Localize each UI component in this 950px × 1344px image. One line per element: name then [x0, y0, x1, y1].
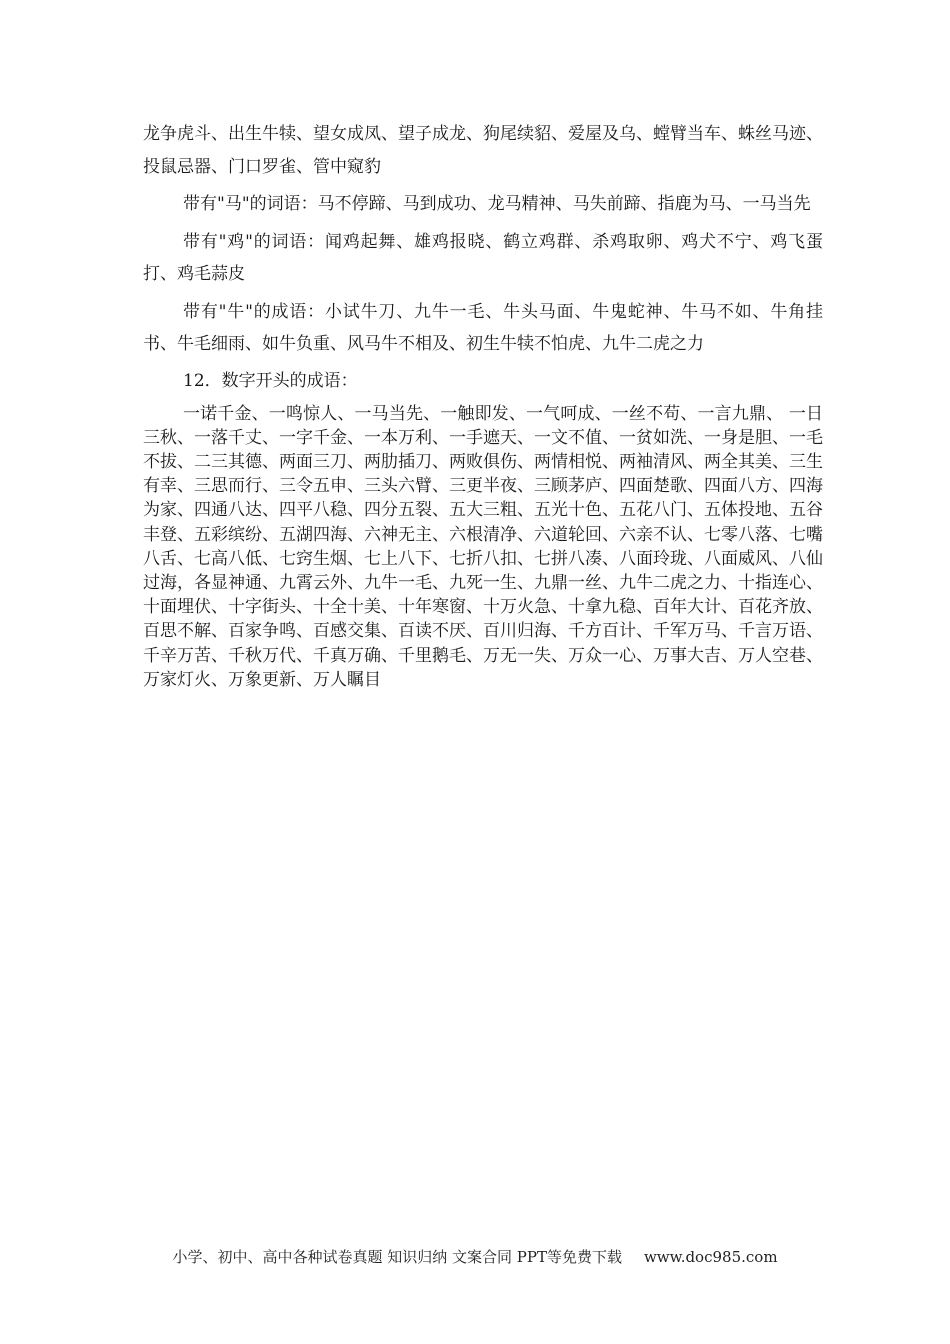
- footer-text: 小学、初中、高中各种试卷真题 知识归纳 文案合同 PPT等免费下载: [172, 1248, 622, 1266]
- section-heading: 12．数字开头的成语：: [183, 370, 358, 391]
- idiom-paragraph-1: 龙争虎斗、出生牛犊、望女成凤、望子成龙、狗尾续貂、爱屋及乌、螳臂当车、蛛丝马迹、投鼠忌器、门口罗雀、管中窥豹: [143, 124, 823, 177]
- horse-idioms-paragraph: 带有"马"的词语：马不停蹄、马到成功、龙马精神、马失前蹄、指鹿为马、一马当先: [183, 194, 811, 214]
- footer-url[interactable]: www.doc985.com: [643, 1248, 778, 1266]
- chicken-idioms-paragraph: 带有"鸡"的词语：闻鸡起舞、雄鸡报晓、鹤立鸡群、杀鸡取卵、鸡犬不宁、鸡飞蛋打、鸡毛蒜皮: [143, 231, 823, 284]
- page-footer: [0, 1246, 950, 1267]
- ox-idioms-paragraph: 带有"牛"的成语：小试牛刀、九牛一毛、牛头马面、牛鬼蛇神、牛马不如、牛角挂书、牛毛细雨、如牛负重、风马牛不相及、初生牛犊不怕虎、九牛二虎之力: [143, 301, 823, 354]
- document-body: [143, 118, 823, 692]
- number-idioms-paragraph: 一诺千金、一鸣惊人、一马当先、一触即发、一气呵成、一丝不苟、一言九鼎、 一日三秋、一落千丈、一字千金、一本万利、一手遮天、一文不值、一贫如洗、一身是胆、一毛不拔、二三其德、两面三刀、两肋插刀、两败俱伤、两情相悦、两袖清风、两全其美、三生有幸、三思而行、三令五申、三头六臂、三更半夜、三顾茅庐、四面楚歌、四面八方、四海为家、四通八达、四平八稳、四分五裂、五大三粗、五光十色、五花八门、五体投地、五谷丰登、五彩缤纷、五湖四海、六神无主、六根清净、六道轮回、六亲不认、七零八落、七嘴八舌、七高八低、七窍生烟、七上八下、七折八扣、七拼八凑、八面玲珑、八面威风、八仙过海，各显神通、九霄云外、九牛一毛、九死一生、九鼎一丝、九牛二虎之力、十指连心、十面埋伏、十字街头、十全十美、十年寒窗、十万火急、十拿九稳、百年大计、百花齐放、百思不解、百家争鸣、百感交集、百读不厌、百川归海、千方百计、千军万马、千言万语、千辛万苦、千秋万代、千真万确、千里鹅毛、万无一失、万众一心、万事大吉、万人空巷、万家灯火、万象更新、万人瞩目: [143, 403, 823, 690]
